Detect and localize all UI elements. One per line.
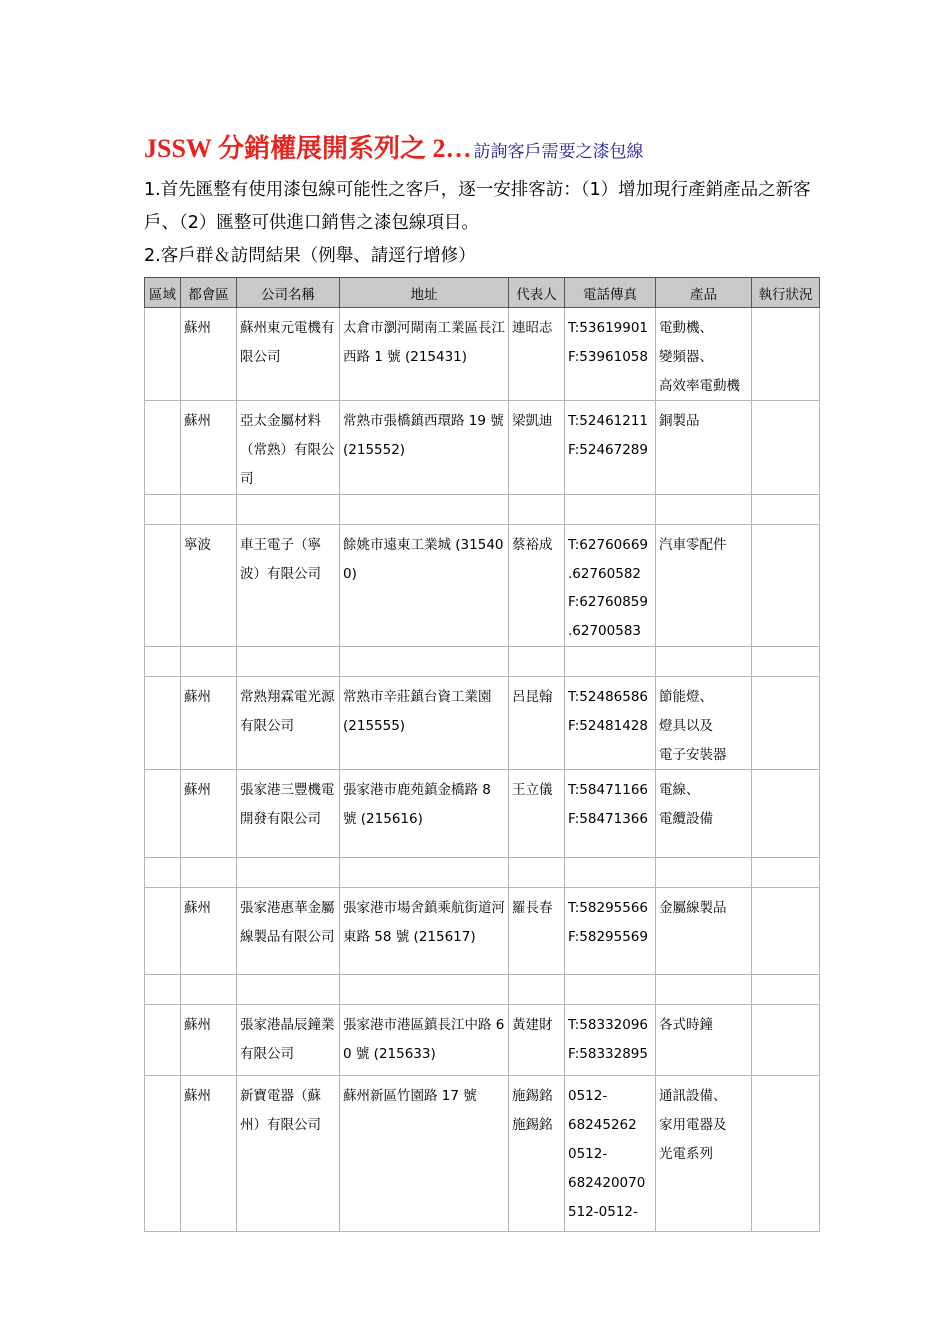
cell-product	[656, 888, 752, 975]
paragraph-intro: 1.首先匯整有使用漆包線可能性之客戶，逐一安排客訪：（1）增加現行產銷產品之新客戶、（2）匯整可供進口銷售之漆包線項目。	[144, 180, 811, 233]
customer-table	[144, 277, 820, 1232]
cell-phone-fax-line: T:53619901	[568, 320, 649, 336]
table-cell-empty	[145, 646, 181, 676]
table-cell-empty	[181, 646, 237, 676]
table-row	[145, 770, 820, 858]
table-cell-empty	[509, 494, 565, 524]
cell-status	[752, 1076, 820, 1232]
cell-city: 蘇州	[181, 1076, 237, 1232]
table-cell-empty	[752, 646, 820, 676]
cell-product-line: 各式時鐘	[659, 1017, 713, 1034]
cell-phone-fax-line: T:58295566	[568, 900, 649, 917]
cell-phone-fax-line: F:52467289	[568, 442, 648, 459]
cell-representative: 黃建財	[509, 1005, 565, 1076]
cell-product-line: 節能燈、	[659, 688, 713, 705]
cell-product	[656, 524, 752, 646]
table-cell-empty	[656, 858, 752, 888]
cell-product-line: 家用電器及	[659, 1117, 727, 1134]
cell-product-line: 汽車零配件	[659, 536, 727, 553]
cell-product-line: 通訊設備、	[659, 1088, 727, 1105]
cell-product-line: 電纜設備	[659, 811, 713, 828]
cell-address: 常熟市張橋鎮西環路 19 號 (215552)	[340, 401, 509, 494]
cell-product-line: 電子安裝器	[659, 746, 727, 763]
cell-company: 亞太金屬材料（常熟）有限公司	[237, 401, 340, 494]
header-status: 執行狀況	[752, 278, 820, 308]
cell-phone-fax-line: T:52461211	[568, 413, 649, 430]
cell-representative: 王立儀	[509, 770, 565, 858]
cell-company: 張家港晶辰鐘業有限公司	[237, 1005, 340, 1076]
cell-phone-fax-line: 0512-	[568, 1088, 608, 1105]
cell-product-line: 銅製品	[659, 413, 700, 430]
table-cell-empty	[656, 494, 752, 524]
table-cell-empty	[145, 975, 181, 1005]
cell-product-line: 光電系列	[659, 1145, 713, 1162]
table-cell-empty	[656, 975, 752, 1005]
table-cell-empty	[145, 494, 181, 524]
table-row	[145, 1005, 820, 1076]
table-cell-empty	[237, 858, 340, 888]
table-cell-empty	[565, 975, 656, 1005]
cell-phone-fax-line: T:58332096	[568, 1017, 649, 1034]
cell-address: 太倉市瀏河閘南工業區長江西路 1 號 (215431)	[340, 308, 509, 401]
cell-phone-fax	[565, 401, 656, 494]
table-cell-empty	[340, 494, 509, 524]
table-body	[145, 308, 820, 1232]
cell-phone-fax-line: 682420070	[568, 1174, 646, 1191]
cell-address: 蘇州新區竹園路 17 號	[340, 1076, 509, 1232]
table-row	[145, 676, 820, 769]
cell-region	[145, 888, 181, 975]
cell-status	[752, 401, 820, 494]
cell-representative: 施錫銘施錫銘	[509, 1076, 565, 1232]
cell-product	[656, 401, 752, 494]
cell-status	[752, 1005, 820, 1076]
cell-city: 寧波	[181, 524, 237, 646]
cell-product	[656, 676, 752, 769]
table-row	[145, 1076, 820, 1232]
cell-phone-fax-line: .62700583	[568, 623, 642, 640]
cell-region	[145, 1005, 181, 1076]
header-address: 地址	[340, 278, 509, 308]
table-cell-empty	[752, 975, 820, 1005]
table-spacer-row	[145, 975, 820, 1005]
table-cell-empty	[509, 646, 565, 676]
cell-phone-fax	[565, 888, 656, 975]
cell-product-line: 燈具以及	[659, 717, 713, 734]
cell-representative: 呂昆翰	[509, 676, 565, 769]
cell-address: 餘姚市遠東工業城 (315400)	[340, 524, 509, 646]
cell-product	[656, 1005, 752, 1076]
table-cell-empty	[145, 858, 181, 888]
cell-status	[752, 888, 820, 975]
cell-company: 蘇州東元電機有限公司	[237, 308, 340, 401]
header-representative: 代表人	[509, 278, 565, 308]
table-cell-empty	[340, 858, 509, 888]
table-row	[145, 524, 820, 646]
document-title	[144, 128, 643, 165]
cell-phone-fax-line: T:62760669	[568, 536, 649, 553]
cell-product-line: 電動機、	[659, 320, 713, 336]
table-cell-empty	[565, 494, 656, 524]
cell-company: 新寶電器（蘇州）有限公司	[237, 1076, 340, 1232]
cell-city: 蘇州	[181, 308, 237, 401]
cell-product	[656, 770, 752, 858]
cell-phone-fax	[565, 524, 656, 646]
paragraph-customer-group: 2.客戶群＆訪問結果（例舉、請逕行增修）	[144, 246, 476, 266]
cell-status	[752, 308, 820, 401]
cell-representative: 連昭志	[509, 308, 565, 401]
table-spacer-row	[145, 646, 820, 676]
table-cell-empty	[656, 646, 752, 676]
cell-phone-fax-line: 512-0512-	[568, 1203, 638, 1220]
cell-city: 蘇州	[181, 676, 237, 769]
table-cell-empty	[565, 646, 656, 676]
cell-product	[656, 308, 752, 401]
cell-company: 車王電子（寧波）有限公司	[237, 524, 340, 646]
table-cell-empty	[752, 494, 820, 524]
cell-region	[145, 308, 181, 401]
table-cell-empty	[237, 494, 340, 524]
cell-phone-fax-line: F:58332895	[568, 1046, 648, 1063]
cell-phone-fax-line: T:52486586	[568, 688, 649, 705]
cell-company: 張家港三豐機電開發有限公司	[237, 770, 340, 858]
table-row	[145, 888, 820, 975]
cell-status	[752, 524, 820, 646]
cell-address: 張家港市鹿苑鎮金橋路 8 號 (215616)	[340, 770, 509, 858]
table-cell-empty	[509, 975, 565, 1005]
cell-company: 常熟翔霖電光源有限公司	[237, 676, 340, 769]
cell-region	[145, 524, 181, 646]
cell-region	[145, 676, 181, 769]
table-header-row	[145, 278, 820, 308]
table-cell-empty	[181, 975, 237, 1005]
table-spacer-row	[145, 858, 820, 888]
table-cell-empty	[340, 646, 509, 676]
cell-phone-fax	[565, 308, 656, 401]
cell-phone-fax-line: .62760582	[568, 565, 642, 582]
cell-product-line: 變頻器、	[659, 348, 713, 365]
cell-representative: 蔡裕成	[509, 524, 565, 646]
cell-phone-fax-line: F:62760859	[568, 594, 648, 611]
table-cell-empty	[340, 975, 509, 1005]
cell-phone-fax-line: T:58471166	[568, 782, 649, 799]
cell-phone-fax	[565, 1076, 656, 1232]
cell-phone-fax-line: 68245262	[568, 1117, 637, 1134]
header-product: 產品	[656, 278, 752, 308]
cell-representative: 梁凱迪	[509, 401, 565, 494]
cell-status	[752, 770, 820, 858]
cell-product-line: 金屬線製品	[659, 900, 727, 917]
cell-city: 蘇州	[181, 888, 237, 975]
header-city: 都會區	[181, 278, 237, 308]
cell-status	[752, 676, 820, 769]
cell-address: 張家港市港區鎮長江中路 60 號 (215633)	[340, 1005, 509, 1076]
cell-phone-fax-line: 0512-	[568, 1145, 608, 1162]
cell-region	[145, 1076, 181, 1232]
header-company: 公司名稱	[237, 278, 340, 308]
cell-phone-fax	[565, 676, 656, 769]
table-cell-empty	[237, 646, 340, 676]
title-main: JSSW 分銷權展開系列之 2…	[144, 134, 472, 163]
title-subtitle: 訪詢客戶需要之漆包線	[473, 142, 644, 162]
cell-phone-fax	[565, 770, 656, 858]
cell-region	[145, 401, 181, 494]
table-cell-empty	[509, 858, 565, 888]
cell-city: 蘇州	[181, 401, 237, 494]
cell-phone-fax	[565, 1005, 656, 1076]
cell-city: 蘇州	[181, 770, 237, 858]
header-region: 區域	[145, 278, 181, 308]
cell-product-line: 電線、	[659, 782, 700, 799]
cell-city: 蘇州	[181, 1005, 237, 1076]
table-cell-empty	[565, 858, 656, 888]
header-phone-fax: 電話傳真	[565, 278, 656, 308]
cell-phone-fax-line: F:53961058	[568, 348, 648, 365]
cell-company: 張家港惠華金屬線製品有限公司	[237, 888, 340, 975]
table-row	[145, 308, 820, 401]
table-cell-empty	[181, 494, 237, 524]
cell-product-line: 高效率電動機	[659, 377, 740, 394]
table-row	[145, 401, 820, 494]
table-spacer-row	[145, 494, 820, 524]
cell-region	[145, 770, 181, 858]
table-cell-empty	[181, 858, 237, 888]
cell-phone-fax-line: F:58471366	[568, 811, 648, 828]
cell-phone-fax-line: F:52481428	[568, 717, 648, 734]
cell-address: 張家港市場舍鎮乘航街道河東路 58 號 (215617)	[340, 888, 509, 975]
table-cell-empty	[237, 975, 340, 1005]
cell-phone-fax-line: F:58295569	[568, 929, 648, 946]
cell-representative: 羅長春	[509, 888, 565, 975]
cell-product	[656, 1076, 752, 1232]
cell-address: 常熟市辛莊鎮台資工業園 (215555)	[340, 676, 509, 769]
table-cell-empty	[752, 858, 820, 888]
